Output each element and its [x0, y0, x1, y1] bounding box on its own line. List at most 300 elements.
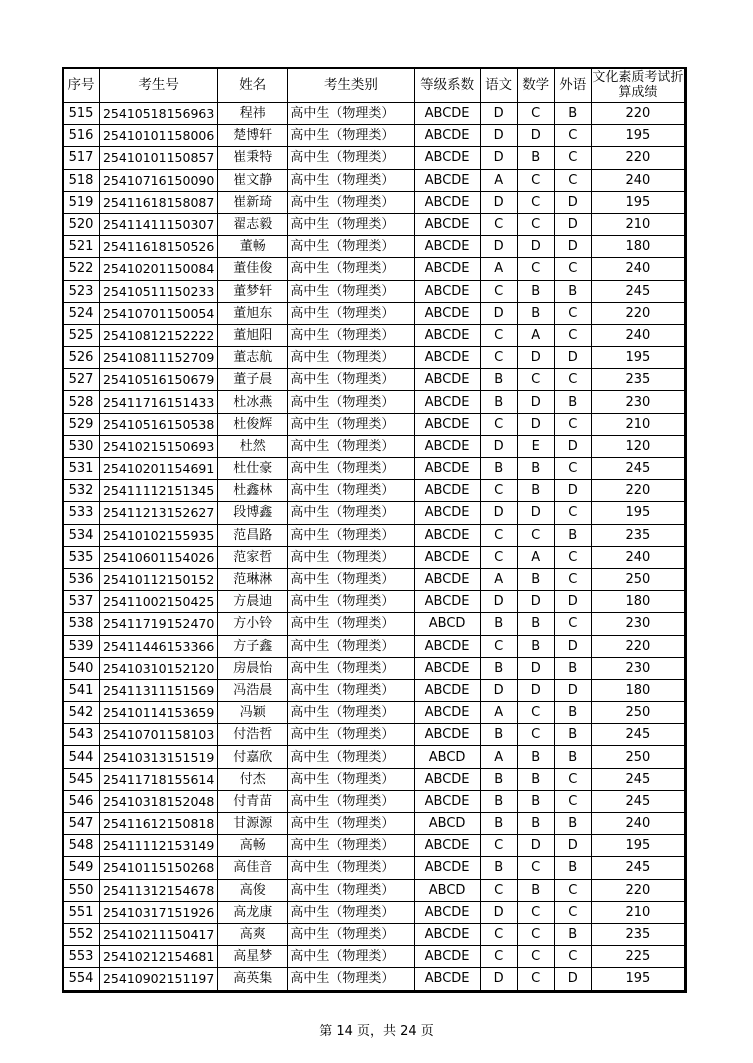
grade-coef-cell: ABCDE [414, 591, 480, 613]
exam-id-cell: 25410701158103 [100, 724, 218, 746]
name-cell: 翟志毅 [218, 213, 288, 235]
header-seq: 序号 [63, 68, 100, 103]
score-cell: 210 [591, 901, 684, 923]
seq-cell: 534 [63, 524, 100, 546]
seq-cell: 547 [63, 813, 100, 835]
exam-id-cell: 25411719152470 [100, 613, 218, 635]
header-foreign: 外语 [554, 68, 591, 103]
name-cell: 杜仕豪 [218, 458, 288, 480]
score-cell: 235 [591, 923, 684, 945]
seq-cell: 522 [63, 258, 100, 280]
name-cell: 方晨迪 [218, 591, 288, 613]
chinese-cell: D [480, 147, 517, 169]
seq-cell: 531 [63, 458, 100, 480]
seq-cell: 539 [63, 635, 100, 657]
table-row [63, 413, 685, 435]
math-cell: C [517, 901, 554, 923]
header-grade-coef: 等级系数 [414, 68, 480, 103]
grade-coef-cell: ABCDE [414, 502, 480, 524]
foreign-cell: C [554, 613, 591, 635]
category-cell: 高中生（物理类） [288, 147, 414, 169]
grade-coef-cell: ABCDE [414, 702, 480, 724]
table-row [63, 258, 685, 280]
score-cell: 220 [591, 480, 684, 502]
category-cell: 高中生（物理类） [288, 613, 414, 635]
category-cell: 高中生（物理类） [288, 835, 414, 857]
category-cell: 高中生（物理类） [288, 724, 414, 746]
exam-id-cell: 25411312154678 [100, 879, 218, 901]
seq-cell: 546 [63, 790, 100, 812]
name-cell: 高英集 [218, 968, 288, 990]
foreign-cell: B [554, 813, 591, 835]
category-cell: 高中生（物理类） [288, 968, 414, 990]
table-row [63, 591, 685, 613]
name-cell: 杜俊辉 [218, 413, 288, 435]
chinese-cell: C [480, 213, 517, 235]
seq-cell: 544 [63, 746, 100, 768]
category-cell: 高中生（物理类） [288, 480, 414, 502]
foreign-cell: C [554, 946, 591, 968]
score-cell: 250 [591, 746, 684, 768]
category-cell: 高中生（物理类） [288, 302, 414, 324]
name-cell: 付杰 [218, 768, 288, 790]
table-row [63, 746, 685, 768]
name-cell: 方子鑫 [218, 635, 288, 657]
foreign-cell: D [554, 435, 591, 457]
table-row [63, 879, 685, 901]
header-name: 姓名 [218, 68, 288, 103]
seq-cell: 529 [63, 413, 100, 435]
table-row [63, 103, 685, 125]
name-cell: 段博鑫 [218, 502, 288, 524]
exam-id-cell: 25411718155614 [100, 768, 218, 790]
score-cell: 240 [591, 258, 684, 280]
math-cell: B [517, 813, 554, 835]
seq-cell: 536 [63, 568, 100, 590]
math-cell: B [517, 147, 554, 169]
exam-id-cell: 25411716151433 [100, 391, 218, 413]
chinese-cell: D [480, 502, 517, 524]
table-row [63, 524, 685, 546]
seq-cell: 526 [63, 347, 100, 369]
table-row [63, 213, 685, 235]
foreign-cell: D [554, 480, 591, 502]
name-cell: 董子晨 [218, 369, 288, 391]
grade-coef-cell: ABCDE [414, 169, 480, 191]
seq-cell: 541 [63, 679, 100, 701]
foreign-cell: B [554, 923, 591, 945]
category-cell: 高中生（物理类） [288, 946, 414, 968]
name-cell: 高星梦 [218, 946, 288, 968]
chinese-cell: D [480, 591, 517, 613]
chinese-cell: A [480, 169, 517, 191]
table-row [63, 968, 685, 990]
seq-cell: 524 [63, 302, 100, 324]
score-cell: 250 [591, 702, 684, 724]
exam-id-cell: 25411112153149 [100, 835, 218, 857]
chinese-cell: C [480, 347, 517, 369]
score-cell: 195 [591, 191, 684, 213]
exam-id-cell: 25411618158087 [100, 191, 218, 213]
name-cell: 董畅 [218, 236, 288, 258]
table-row [63, 768, 685, 790]
chinese-cell: D [480, 968, 517, 990]
foreign-cell: C [554, 258, 591, 280]
exam-id-cell: 25410902151197 [100, 968, 218, 990]
foreign-cell: D [554, 679, 591, 701]
foreign-cell: D [554, 191, 591, 213]
category-cell: 高中生（物理类） [288, 258, 414, 280]
math-cell: C [517, 191, 554, 213]
seq-cell: 542 [63, 702, 100, 724]
chinese-cell: C [480, 635, 517, 657]
score-cell: 245 [591, 724, 684, 746]
exam-id-cell: 25410516150679 [100, 369, 218, 391]
math-cell: B [517, 280, 554, 302]
chinese-cell: A [480, 568, 517, 590]
foreign-cell: C [554, 413, 591, 435]
score-cell: 245 [591, 790, 684, 812]
category-cell: 高中生（物理类） [288, 857, 414, 879]
category-cell: 高中生（物理类） [288, 324, 414, 346]
header-row [63, 68, 685, 103]
name-cell: 董志航 [218, 347, 288, 369]
math-cell: B [517, 458, 554, 480]
grade-coef-cell: ABCDE [414, 147, 480, 169]
score-cell: 120 [591, 435, 684, 457]
math-cell: D [517, 413, 554, 435]
chinese-cell: B [480, 857, 517, 879]
name-cell: 崔秉特 [218, 147, 288, 169]
table-row [63, 635, 685, 657]
math-cell: C [517, 258, 554, 280]
category-cell: 高中生（物理类） [288, 591, 414, 613]
foreign-cell: B [554, 657, 591, 679]
name-cell: 董旭阳 [218, 324, 288, 346]
category-cell: 高中生（物理类） [288, 679, 414, 701]
grade-coef-cell: ABCDE [414, 679, 480, 701]
grade-coef-cell: ABCDE [414, 768, 480, 790]
header-converted-score: 文化素质考试折算成绩 [591, 68, 684, 103]
score-cell: 240 [591, 324, 684, 346]
seq-cell: 516 [63, 125, 100, 147]
name-cell: 付浩哲 [218, 724, 288, 746]
category-cell: 高中生（物理类） [288, 103, 414, 125]
category-cell: 高中生（物理类） [288, 813, 414, 835]
category-cell: 高中生（物理类） [288, 413, 414, 435]
category-cell: 高中生（物理类） [288, 502, 414, 524]
score-cell: 195 [591, 835, 684, 857]
math-cell: C [517, 524, 554, 546]
chinese-cell: A [480, 746, 517, 768]
exam-id-cell: 25410114153659 [100, 702, 218, 724]
category-cell: 高中生（物理类） [288, 524, 414, 546]
chinese-cell: B [480, 613, 517, 635]
foreign-cell: B [554, 103, 591, 125]
table-row [63, 302, 685, 324]
exam-id-cell: 25411311151569 [100, 679, 218, 701]
name-cell: 高爽 [218, 923, 288, 945]
exam-id-cell: 25411112151345 [100, 480, 218, 502]
grade-coef-cell: ABCDE [414, 413, 480, 435]
grade-coef-cell: ABCDE [414, 657, 480, 679]
score-cell: 235 [591, 524, 684, 546]
grade-coef-cell: ABCDE [414, 968, 480, 990]
chinese-cell: B [480, 790, 517, 812]
score-cell: 225 [591, 946, 684, 968]
table-row [63, 191, 685, 213]
seq-cell: 535 [63, 546, 100, 568]
chinese-cell: D [480, 302, 517, 324]
name-cell: 范家哲 [218, 546, 288, 568]
score-cell: 230 [591, 391, 684, 413]
foreign-cell: D [554, 591, 591, 613]
score-cell: 210 [591, 413, 684, 435]
math-cell: C [517, 968, 554, 990]
grade-coef-cell: ABCDE [414, 923, 480, 945]
grade-coef-cell: ABCD [414, 613, 480, 635]
table-row [63, 901, 685, 923]
name-cell: 范昌路 [218, 524, 288, 546]
math-cell: B [517, 613, 554, 635]
foreign-cell: D [554, 835, 591, 857]
exam-id-cell: 25410518156963 [100, 103, 218, 125]
exam-id-cell: 25410516150538 [100, 413, 218, 435]
table-row [63, 568, 685, 590]
chinese-cell: D [480, 435, 517, 457]
seq-cell: 530 [63, 435, 100, 457]
chinese-cell: C [480, 413, 517, 435]
seq-cell: 528 [63, 391, 100, 413]
category-cell: 高中生（物理类） [288, 568, 414, 590]
exam-id-cell: 25410201154691 [100, 458, 218, 480]
chinese-cell: C [480, 835, 517, 857]
math-cell: C [517, 702, 554, 724]
name-cell: 杜然 [218, 435, 288, 457]
foreign-cell: B [554, 280, 591, 302]
exam-id-cell: 25410313151519 [100, 746, 218, 768]
foreign-cell: C [554, 458, 591, 480]
score-cell: 220 [591, 879, 684, 901]
exam-id-cell: 25410101158006 [100, 125, 218, 147]
table-row [63, 923, 685, 945]
math-cell: D [517, 391, 554, 413]
category-cell: 高中生（物理类） [288, 391, 414, 413]
table-row [63, 724, 685, 746]
seq-cell: 523 [63, 280, 100, 302]
grade-coef-cell: ABCDE [414, 546, 480, 568]
seq-cell: 553 [63, 946, 100, 968]
score-table [62, 67, 685, 991]
chinese-cell: B [480, 768, 517, 790]
name-cell: 董旭东 [218, 302, 288, 324]
math-cell: C [517, 169, 554, 191]
math-cell: B [517, 790, 554, 812]
name-cell: 楚博轩 [218, 125, 288, 147]
foreign-cell: B [554, 702, 591, 724]
score-cell: 220 [591, 147, 684, 169]
table-row [63, 458, 685, 480]
table-row [63, 857, 685, 879]
table-row [63, 169, 685, 191]
grade-coef-cell: ABCDE [414, 946, 480, 968]
category-cell: 高中生（物理类） [288, 369, 414, 391]
seq-cell: 552 [63, 923, 100, 945]
exam-id-cell: 25410601154026 [100, 546, 218, 568]
name-cell: 杜鑫林 [218, 480, 288, 502]
foreign-cell: C [554, 546, 591, 568]
table-row [63, 435, 685, 457]
foreign-cell: C [554, 502, 591, 524]
math-cell: C [517, 369, 554, 391]
name-cell: 董梦轩 [218, 280, 288, 302]
exam-id-cell: 25411612150818 [100, 813, 218, 835]
grade-coef-cell: ABCDE [414, 524, 480, 546]
table-row [63, 546, 685, 568]
seq-cell: 543 [63, 724, 100, 746]
table-row [63, 347, 685, 369]
grade-coef-cell: ABCDE [414, 103, 480, 125]
exam-id-cell: 25410812152222 [100, 324, 218, 346]
grade-coef-cell: ABCDE [414, 635, 480, 657]
score-cell: 210 [591, 213, 684, 235]
name-cell: 冯颖 [218, 702, 288, 724]
table-row [63, 236, 685, 258]
table-row [63, 324, 685, 346]
math-cell: D [517, 347, 554, 369]
category-cell: 高中生（物理类） [288, 657, 414, 679]
category-cell: 高中生（物理类） [288, 125, 414, 147]
score-cell: 250 [591, 568, 684, 590]
exam-id-cell: 25410511150233 [100, 280, 218, 302]
math-cell: C [517, 213, 554, 235]
seq-cell: 525 [63, 324, 100, 346]
grade-coef-cell: ABCDE [414, 458, 480, 480]
seq-cell: 545 [63, 768, 100, 790]
category-cell: 高中生（物理类） [288, 901, 414, 923]
foreign-cell: D [554, 236, 591, 258]
chinese-cell: C [480, 946, 517, 968]
page-footer: 第 14 页，共 24 页 [319, 1024, 434, 1039]
category-cell: 高中生（物理类） [288, 347, 414, 369]
category-cell: 高中生（物理类） [288, 635, 414, 657]
grade-coef-cell: ABCDE [414, 568, 480, 590]
table-row [63, 946, 685, 968]
table-row [63, 147, 685, 169]
chinese-cell: B [480, 657, 517, 679]
grade-coef-cell: ABCDE [414, 835, 480, 857]
exam-id-cell: 25410716150090 [100, 169, 218, 191]
table-row [63, 391, 685, 413]
name-cell: 甘源源 [218, 813, 288, 835]
math-cell: B [517, 768, 554, 790]
score-cell: 245 [591, 857, 684, 879]
score-cell: 220 [591, 635, 684, 657]
grade-coef-cell: ABCDE [414, 435, 480, 457]
seq-cell: 537 [63, 591, 100, 613]
grade-coef-cell: ABCDE [414, 857, 480, 879]
score-cell: 180 [591, 236, 684, 258]
seq-cell: 533 [63, 502, 100, 524]
exam-id-cell: 25410115150268 [100, 857, 218, 879]
seq-cell: 515 [63, 103, 100, 125]
seq-cell: 520 [63, 213, 100, 235]
math-cell: D [517, 657, 554, 679]
math-cell: D [517, 679, 554, 701]
foreign-cell: B [554, 857, 591, 879]
category-cell: 高中生（物理类） [288, 546, 414, 568]
chinese-cell: D [480, 901, 517, 923]
name-cell: 房晨怡 [218, 657, 288, 679]
score-cell: 195 [591, 347, 684, 369]
foreign-cell: B [554, 724, 591, 746]
chinese-cell: D [480, 236, 517, 258]
seq-cell: 527 [63, 369, 100, 391]
name-cell: 高佳音 [218, 857, 288, 879]
name-cell: 崔文静 [218, 169, 288, 191]
header-category: 考生类别 [288, 68, 414, 103]
chinese-cell: C [480, 546, 517, 568]
chinese-cell: B [480, 391, 517, 413]
chinese-cell: A [480, 258, 517, 280]
math-cell: B [517, 746, 554, 768]
math-cell: C [517, 946, 554, 968]
exam-id-cell: 25410101150857 [100, 147, 218, 169]
table-row [63, 480, 685, 502]
exam-id-cell: 25411213152627 [100, 502, 218, 524]
exam-id-cell: 25410701150054 [100, 302, 218, 324]
name-cell: 高龙康 [218, 901, 288, 923]
chinese-cell: C [480, 280, 517, 302]
foreign-cell: D [554, 635, 591, 657]
foreign-cell: D [554, 968, 591, 990]
name-cell: 冯浩晨 [218, 679, 288, 701]
category-cell: 高中生（物理类） [288, 213, 414, 235]
seq-cell: 549 [63, 857, 100, 879]
foreign-cell: C [554, 879, 591, 901]
math-cell: B [517, 879, 554, 901]
foreign-cell: B [554, 524, 591, 546]
foreign-cell: C [554, 147, 591, 169]
exam-id-cell: 25410102155935 [100, 524, 218, 546]
grade-coef-cell: ABCDE [414, 213, 480, 235]
chinese-cell: C [480, 879, 517, 901]
table-row [63, 790, 685, 812]
math-cell: B [517, 568, 554, 590]
exam-id-cell: 25410211150417 [100, 923, 218, 945]
header-exam-id: 考生号 [100, 68, 218, 103]
math-cell: C [517, 857, 554, 879]
grade-coef-cell: ABCDE [414, 391, 480, 413]
score-cell: 195 [591, 125, 684, 147]
chinese-cell: A [480, 702, 517, 724]
grade-coef-cell: ABCDE [414, 369, 480, 391]
table-row [63, 369, 685, 391]
seq-cell: 519 [63, 191, 100, 213]
chinese-cell: B [480, 813, 517, 835]
category-cell: 高中生（物理类） [288, 768, 414, 790]
score-cell: 240 [591, 169, 684, 191]
score-cell: 230 [591, 657, 684, 679]
seq-cell: 538 [63, 613, 100, 635]
category-cell: 高中生（物理类） [288, 746, 414, 768]
seq-cell: 550 [63, 879, 100, 901]
score-cell: 220 [591, 302, 684, 324]
foreign-cell: D [554, 347, 591, 369]
score-cell: 195 [591, 968, 684, 990]
chinese-cell: B [480, 369, 517, 391]
seq-cell: 518 [63, 169, 100, 191]
